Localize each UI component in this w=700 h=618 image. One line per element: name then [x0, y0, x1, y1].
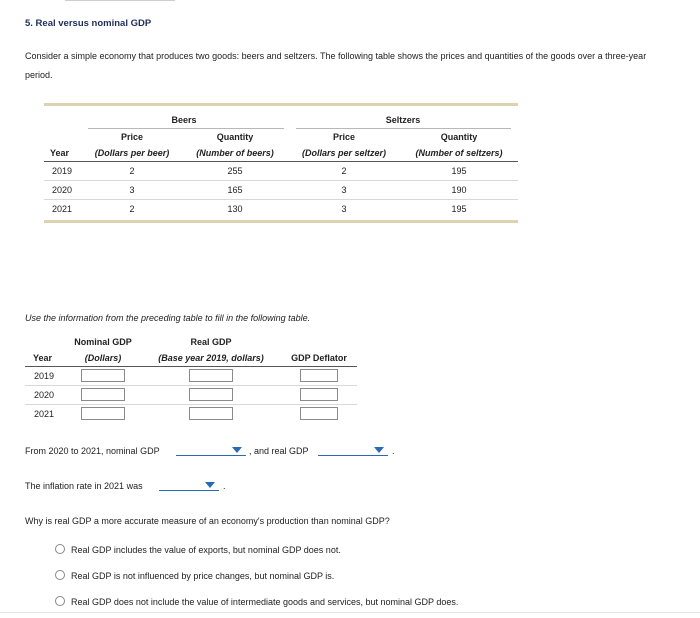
beer-quantity-header: Quantity	[216, 132, 254, 142]
top-divider	[65, 0, 175, 1]
inflation-rate-dropdown[interactable]	[159, 479, 219, 491]
chevron-down-icon	[205, 482, 215, 488]
answer-option[interactable]: Real GDP does not include the value of intermediate goods and services, but nominal GDP does.	[55, 596, 458, 607]
bottom-divider	[0, 612, 700, 613]
row-rule	[25, 385, 357, 386]
real-gdp-2020-input[interactable]	[189, 388, 233, 401]
intro-text: Consider a simple economy that produces two goods: beers and seltzers. The following table shows the prices and quantities of the goods over a three-year period.	[25, 51, 647, 80]
group-header-beers: Beers	[171, 115, 197, 125]
answer-option[interactable]: Real GDP includes the value of exports, but nominal GDP does not.	[55, 544, 341, 555]
real-gdp-2019-input[interactable]	[189, 369, 233, 382]
radio-button[interactable]	[55, 596, 65, 606]
sentence-period: .	[223, 481, 226, 491]
instruction-text: Use the information from the preceding table to fill in the following table.	[25, 313, 311, 323]
inflation-rate-sentence: The inflation rate in 2021 was	[25, 481, 143, 491]
seltzer-price-header: Price	[332, 132, 356, 142]
seltzer-quantity-unit: (Number of seltzers)	[415, 148, 503, 158]
chevron-down-icon	[374, 447, 384, 453]
nominal-gdp-header: Nominal GDP	[74, 337, 132, 347]
gdp-deflator-header: GDP Deflator	[291, 353, 347, 363]
beers-group-rule	[88, 128, 284, 129]
question-title: 5. Real versus nominal GDP	[25, 18, 152, 29]
radio-button[interactable]	[55, 570, 65, 580]
seltzer-quantity-header: Quantity	[440, 132, 478, 142]
group-header-seltzers: Seltzers	[385, 115, 421, 125]
gdp-deflator-2021-input[interactable]	[300, 407, 338, 420]
nominal-gdp-2019-input[interactable]	[81, 369, 125, 382]
nominal-gdp-unit: (Dollars)	[84, 353, 122, 363]
table-top-rule	[44, 103, 518, 106]
header-rule	[44, 161, 518, 162]
table-bottom-rule	[44, 220, 518, 223]
nominal-gdp-sentence: From 2020 to 2021, nominal GDP	[25, 446, 160, 456]
chevron-down-icon	[232, 447, 242, 453]
row-rule	[44, 180, 518, 181]
header-rule	[25, 366, 357, 367]
row-rule	[25, 404, 357, 405]
nominal-gdp-2021-input[interactable]	[81, 407, 125, 420]
gdp-input-table: Nominal GDP Real GDP Year (Dollars) (Base year 2019, dollars) GDP Deflator 2019 2020 2021	[25, 334, 365, 430]
nominal-gdp-2020-input[interactable]	[81, 388, 125, 401]
real-gdp-2021-input[interactable]	[189, 407, 233, 420]
year-header: Year	[33, 353, 53, 363]
real-gdp-unit: (Base year 2019, dollars)	[158, 353, 264, 363]
radio-button[interactable]	[55, 544, 65, 554]
seltzers-group-rule	[296, 128, 511, 129]
seltzer-price-unit: (Dollars per seltzer)	[301, 148, 387, 158]
real-gdp-sentence: , and real GDP	[249, 446, 309, 456]
prices-quantities-table: Beers Seltzers Price Quantity Price Quantity Year (Dollars per beer) (Number of beers) (Dollars per seltzer) (Number of seltzers) 2019 2 255 2 195 2020 3 165 3 190 2021 2 130 3 195	[44, 103, 518, 223]
nominal-gdp-change-dropdown[interactable]	[176, 444, 246, 456]
multiple-choice-question: Why is real GDP a more accurate measure of an economy's production than nominal GDP?	[25, 516, 390, 526]
beer-price-unit: (Dollars per beer)	[94, 148, 170, 158]
gdp-deflator-2020-input[interactable]	[300, 388, 338, 401]
answer-option[interactable]: Real GDP is not influenced by price changes, but nominal GDP is.	[55, 570, 334, 581]
real-gdp-header: Real GDP	[190, 337, 232, 347]
beer-price-header: Price	[120, 132, 144, 142]
row-rule	[44, 199, 518, 200]
sentence-period: .	[392, 446, 395, 456]
gdp-deflator-2019-input[interactable]	[300, 369, 338, 382]
beer-quantity-unit: (Number of beers)	[196, 148, 274, 158]
real-gdp-change-dropdown[interactable]	[318, 444, 388, 456]
year-header: Year	[50, 148, 70, 158]
